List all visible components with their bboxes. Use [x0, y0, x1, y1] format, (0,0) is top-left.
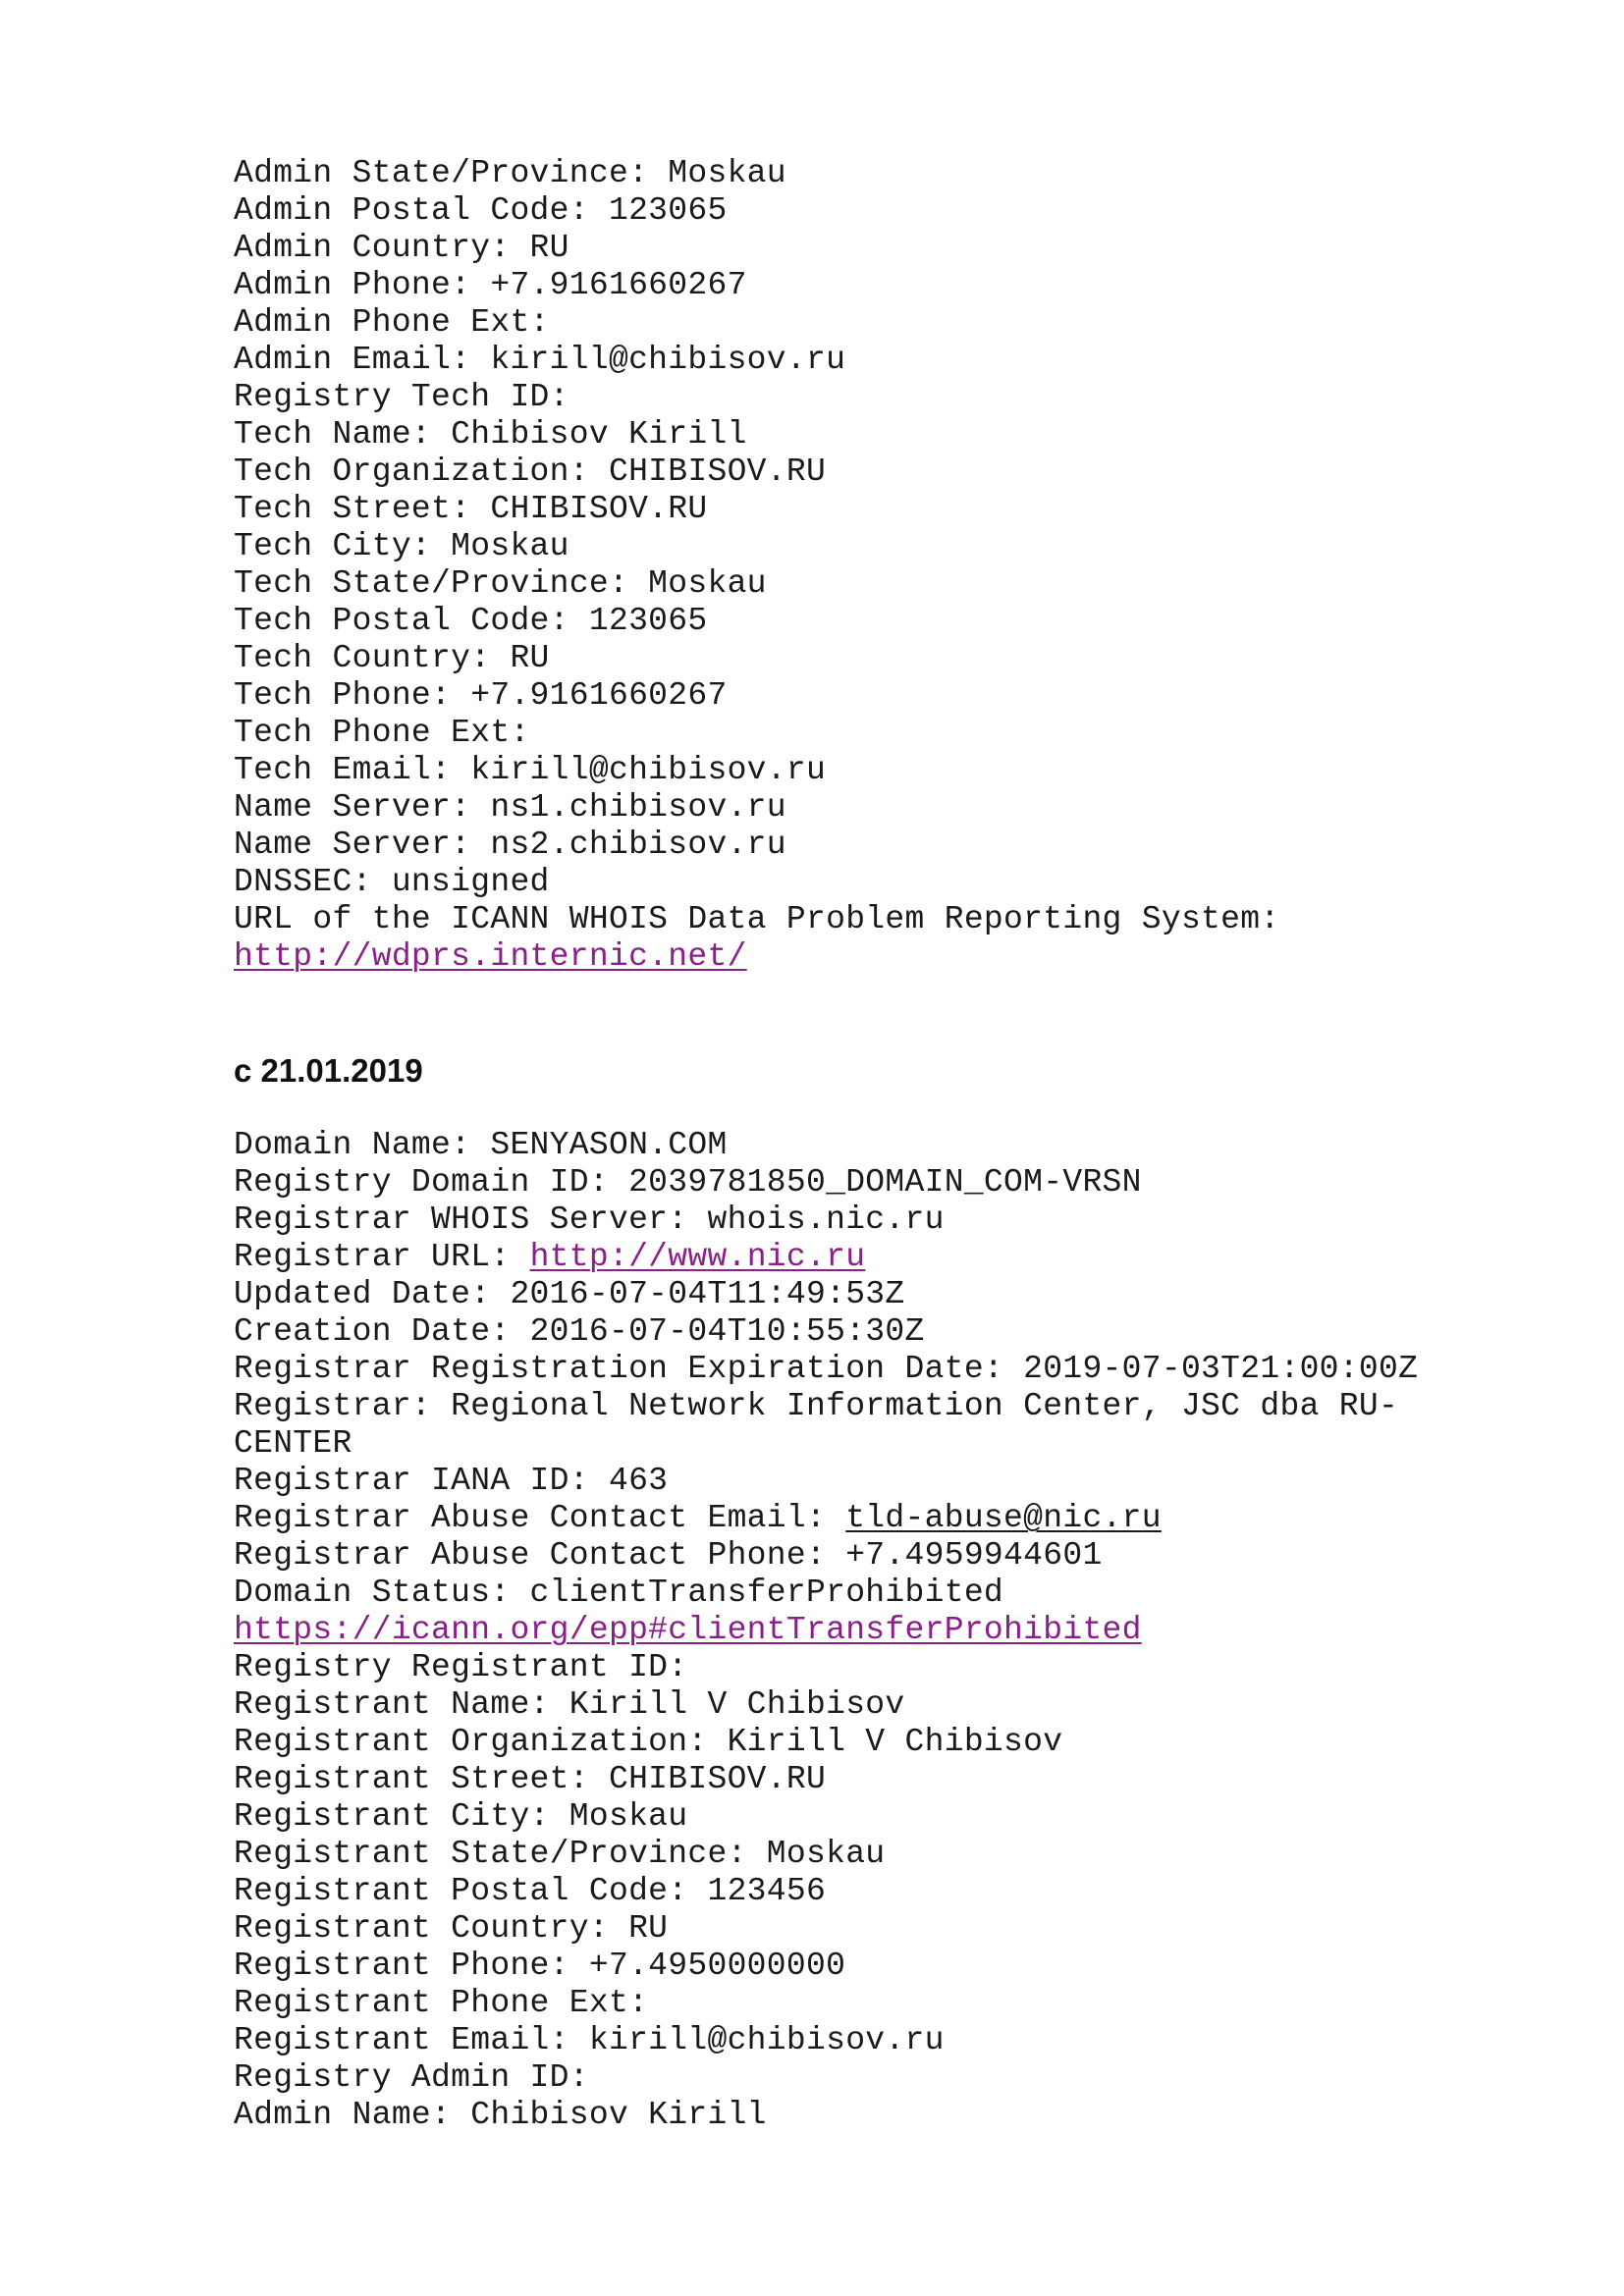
whois-line: Admin Name: Chibisov Kirill	[234, 2097, 767, 2133]
whois-line: Creation Date: 2016-07-04T10:55:30Z	[234, 1313, 925, 1350]
whois-line: Registrant Email: kirill@chibisov.ru	[234, 2022, 945, 2058]
whois-line: Admin State/Province: Moskau	[234, 155, 786, 191]
whois-line: Admin Phone: +7.9161660267	[234, 267, 747, 303]
whois-line: Admin Email: kirill@chibisov.ru	[234, 342, 846, 378]
whois-line: Tech Postal Code: 123065	[234, 603, 708, 639]
whois-line	[234, 938, 1510, 976]
whois-line: Domain Name: SENYASON.COM	[234, 1127, 728, 1163]
whois-line: Registrar IANA ID: 463	[234, 1463, 669, 1499]
whois-line: Registrant Phone: +7.4950000000	[234, 1948, 846, 1984]
whois-line: Registry Domain ID: 2039781850_DOMAIN_COM-VRSN	[234, 1164, 1142, 1201]
whois-line: Registrar WHOIS Server: whois.nic.ru	[234, 1201, 945, 1238]
whois-line: Name Server: ns1.chibisov.ru	[234, 789, 786, 826]
whois-line: Tech Phone: +7.9161660267	[234, 677, 728, 714]
registrar-url-link[interactable]: http://www.nic.ru	[529, 1239, 866, 1275]
whois-line: Tech City: Moskau	[234, 528, 569, 564]
whois-line: Updated Date: 2016-07-04T11:49:53Z	[234, 1276, 905, 1312]
whois-line: Registrant Phone Ext:	[234, 1985, 649, 2021]
whois-line: Registrar Abuse Contact Phone: +7.4959944601	[234, 1537, 1103, 1574]
whois-line: Name Server: ns2.chibisov.ru	[234, 827, 786, 863]
status-link[interactable]: https://icann.org/epp#clientTransferProhibited	[234, 1612, 1142, 1648]
section-heading-date: с 21.01.2019	[234, 1052, 423, 1089]
wdprs-link[interactable]: http://wdprs.internic.net/	[234, 938, 747, 975]
whois-line: CENTER	[234, 1425, 352, 1462]
whois-line: Registrar Registration Expiration Date: 2019-07-03T21:00:00Z	[234, 1351, 1419, 1387]
whois-line: Registrant City: Moskau	[234, 1798, 688, 1835]
whois-line	[234, 1239, 1510, 1276]
whois-line: Registrant Country: RU	[234, 1910, 669, 1947]
whois-line: Registry Registrant ID:	[234, 1649, 688, 1685]
whois-line: Tech Street: CHIBISOV.RU	[234, 491, 708, 527]
whois-line: Tech Name: Chibisov Kirill	[234, 416, 747, 453]
whois-line: Tech Email: kirill@chibisov.ru	[234, 752, 827, 788]
whois-line: Tech Organization: CHIBISOV.RU	[234, 454, 827, 490]
registrar-url-label: Registrar URL:	[234, 1239, 530, 1275]
whois-line: Admin Phone Ext:	[234, 304, 550, 341]
whois-line: Admin Country: RU	[234, 230, 569, 266]
whois-line: Tech Country: RU	[234, 640, 550, 676]
whois-record-continued	[234, 155, 1510, 976]
whois-line: Domain Status: clientTransferProhibited	[234, 1575, 1004, 1611]
whois-line: Registrant Organization: Kirill V Chibisov	[234, 1724, 1063, 1760]
whois-line: Registrant Street: CHIBISOV.RU	[234, 1761, 827, 1797]
whois-line	[234, 1500, 1510, 1537]
whois-line: URL of the ICANN WHOIS Data Problem Reporting System:	[234, 901, 1280, 937]
whois-record-new	[234, 1127, 1510, 2134]
whois-line: Tech State/Province: Moskau	[234, 565, 767, 602]
whois-line: Registry Tech ID:	[234, 379, 569, 415]
whois-line: DNSSEC: unsigned	[234, 864, 550, 900]
whois-line: Admin Postal Code: 123065	[234, 192, 728, 229]
whois-line: Registrant Postal Code: 123456	[234, 1873, 827, 1909]
abuse-email-label: Registrar Abuse Contact Email:	[234, 1500, 846, 1536]
abuse-email-link[interactable]: tld-abuse@nic.ru	[845, 1500, 1162, 1536]
whois-line: Registrant Name: Kirill V Chibisov	[234, 1686, 905, 1723]
whois-line: Registrar: Regional Network Information Center, JSC dba RU-	[234, 1388, 1399, 1424]
whois-line	[234, 1612, 1510, 1649]
whois-line: Registry Admin ID:	[234, 2059, 589, 2096]
whois-line: Registrant State/Province: Moskau	[234, 1836, 886, 1872]
whois-line: Tech Phone Ext:	[234, 715, 530, 751]
